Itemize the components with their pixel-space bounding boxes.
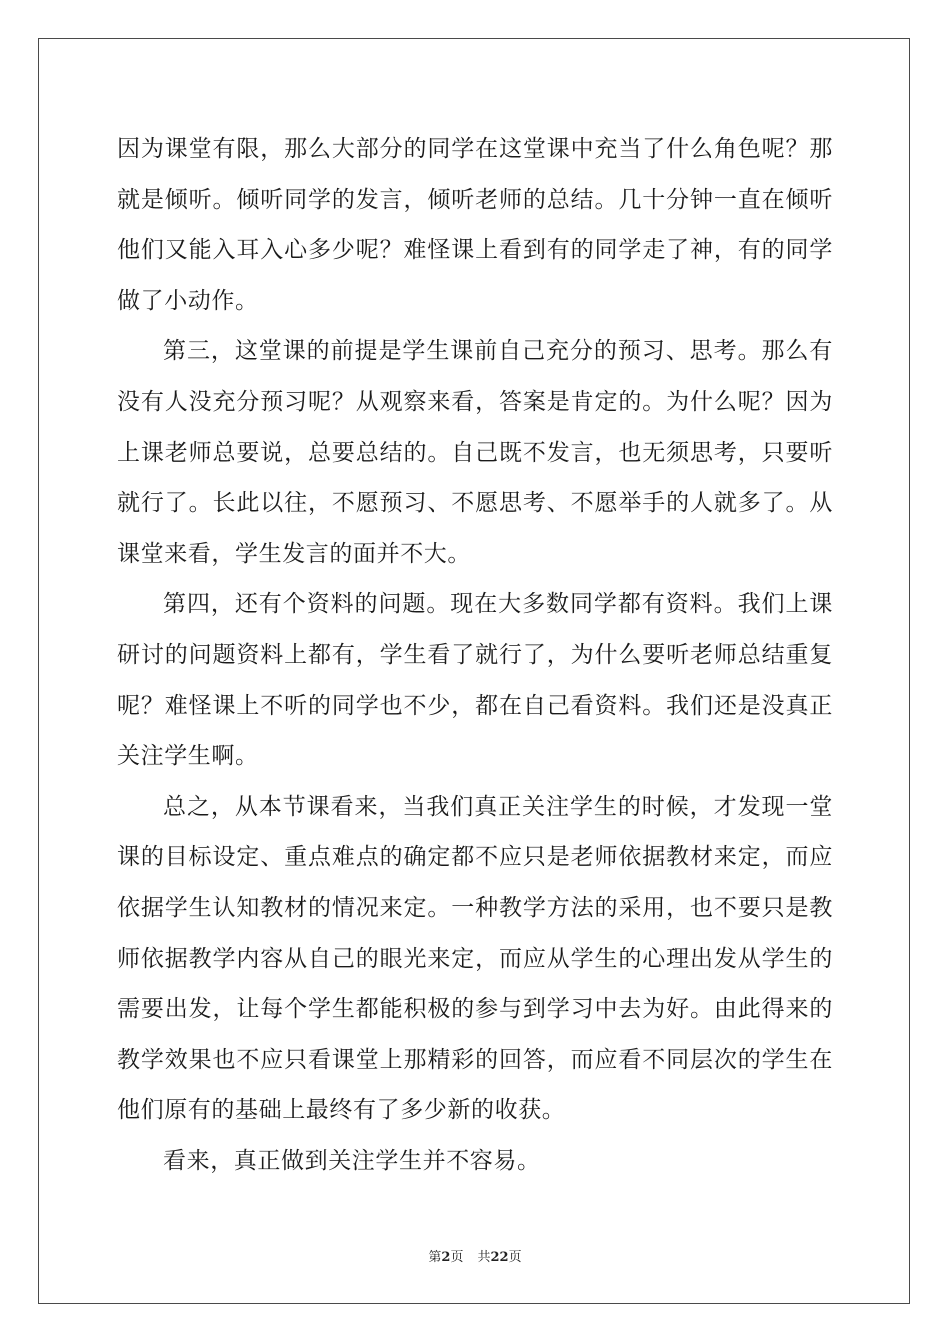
total-pages bbox=[477, 1250, 521, 1265]
total-suffix: 页 bbox=[508, 1250, 522, 1265]
paragraph-1: 因为课堂有限，那么大部分的同学在这堂课中充当了什么角色呢？那就是倾听。倾听同学的发言，倾听老师的总结。几十分钟一直在倾听他们又能入耳入心多少呢？难怪课上看到有的同学走了神，有的同学做了小动作。 bbox=[117, 136, 833, 314]
paragraph-5: 看来，真正做到关注学生并不容易。 bbox=[163, 1147, 541, 1174]
paragraph-2: 第三，这堂课的前提是学生课前自己充分的预习、思考。那么有没有人没充分预习呢？从观察来看，答案是肯定的。为什么呢？因为上课老师总要说，总要总结的。自己既不发言，也无须思考，只要听就行了。长此以往，不愿预习、不愿思考、不愿举手的人就多了。从课堂来看，学生发言的面并不大。 bbox=[117, 338, 833, 567]
total-count: 22 bbox=[490, 1250, 509, 1265]
paragraph-4: 总之，从本节课看来，当我们真正关注学生的时候，才发现一堂课的目标设定、重点难点的确定都不应只是老师依据教材来定，而应依据学生认知教材的情况来定。一种教学方法的采用，也不要只是教师依据教学内容从自己的眼光来定，而应从学生的心理出发从学生的需要出发，让每个学生都能积极的参与到学习中去为好。由此得来的教学效果也不应只看课堂上那精彩的回答，而应看不同层次的学生在他们原有的基础上最终有了多少新的收获。 bbox=[117, 793, 833, 1124]
page-prefix: 第 bbox=[428, 1250, 442, 1265]
current-page: 2 bbox=[441, 1250, 451, 1265]
page-footer bbox=[0, 1250, 950, 1266]
page-number bbox=[428, 1250, 463, 1265]
total-prefix: 共 bbox=[477, 1250, 491, 1265]
page-suffix: 页 bbox=[450, 1250, 464, 1265]
paragraph-3: 第四，还有个资料的问题。现在大多数同学都有资料。我们上课研讨的问题资料上都有，学生看了就行了，为什么要听老师总结重复呢？难怪课上不听的同学也不少，都在自己看资料。我们还是没真正关注学生啊。 bbox=[117, 591, 833, 770]
document-body bbox=[117, 124, 833, 1186]
